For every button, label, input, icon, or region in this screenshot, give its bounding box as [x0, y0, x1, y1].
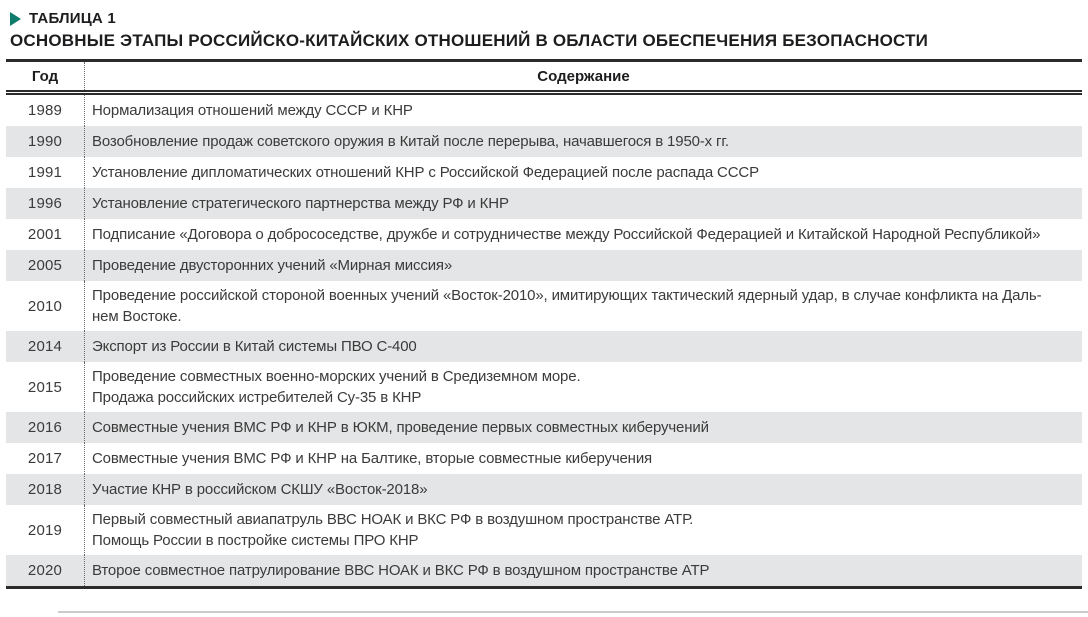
- year-cell: 2018: [27, 481, 63, 498]
- content-cell: [84, 412, 1082, 443]
- content-cell: [84, 443, 1082, 474]
- content-line: Второе совместное патрулирование ВВС НОАК и ВКС РФ в воздушном пространстве АТР: [92, 562, 710, 579]
- table-caption: [10, 10, 1082, 27]
- year-cell: 2015: [27, 378, 63, 396]
- content-cell: [84, 474, 1082, 505]
- year-cell: 1989: [27, 102, 63, 119]
- content-line: Проведение российской стороной военных учений «Восток-2010», имитирующих тактический ядерный удар, в случае конфликта на Даль-: [92, 287, 1042, 304]
- year-cell: 2019: [27, 521, 63, 539]
- table-body: [6, 95, 1082, 586]
- content-line: Возобновление продаж советского оружия в Китай после перерыва, начавшегося в 1950-х гг.: [92, 133, 729, 150]
- content-line: Установление стратегического партнерства между РФ и КНР: [92, 195, 509, 212]
- table-header-row: [6, 62, 1082, 95]
- content-line: Экспорт из России в Китай системы ПВО С-400: [92, 338, 417, 355]
- year-cell: 2014: [27, 338, 63, 355]
- content-cell: [84, 250, 1082, 281]
- table-title: ОСНОВНЫЕ ЭТАПЫ РОССИЙСКО-КИТАЙСКИХ ОТНОШЕНИЙ В ОБЛАСТИ ОБЕСПЕЧЕНИЯ БЕЗОПАСНОСТИ: [10, 31, 929, 50]
- content-cell: [84, 281, 1082, 331]
- year-cell: 2005: [27, 257, 63, 274]
- content-line: нем Востоке.: [92, 308, 182, 325]
- table-row: [6, 331, 1082, 362]
- content-line: Участие КНР в российском СКШУ «Восток-2018»: [92, 481, 428, 498]
- content-cell: [84, 126, 1082, 157]
- table-row: [6, 474, 1082, 505]
- triangle-marker-icon: [10, 12, 21, 26]
- table-row: [6, 281, 1082, 331]
- content-line: Первый совместный авиапатруль ВВС НОАК и ВКС РФ в воздушном пространстве АТР.: [92, 511, 694, 528]
- page-bottom-rule: [58, 611, 1088, 613]
- content-cell: [84, 331, 1082, 362]
- content-cell: [84, 362, 1082, 412]
- column-header-year: Год: [31, 67, 59, 85]
- year-cell: 1991: [27, 164, 63, 181]
- content-cell: [84, 95, 1082, 126]
- year-cell: 2016: [27, 419, 63, 436]
- content-line: Установление дипломатических отношений КНР с Российской Федерацией после распада СССР: [92, 164, 759, 181]
- table-row: [6, 250, 1082, 281]
- content-cell: [84, 555, 1082, 586]
- content-line: Совместные учения ВМС РФ и КНР на Балтике, вторые совместные киберучения: [92, 450, 653, 467]
- column-header-content: Содержание: [84, 62, 1082, 90]
- table-row: [6, 188, 1082, 219]
- content-line: Совместные учения ВМС РФ и КНР в ЮКМ, проведение первых совместных киберучений: [92, 419, 709, 436]
- year-cell: 1990: [27, 133, 63, 150]
- stages-table: [6, 59, 1082, 589]
- year-cell: 2010: [27, 297, 63, 315]
- content-line: Подписание «Договора о добрососедстве, дружбе и сотрудничестве между Российской Федерацией и Китайской Народной Республикой»: [92, 226, 1041, 243]
- content-cell: [84, 219, 1082, 250]
- year-cell: 1996: [27, 195, 63, 212]
- table-row: [6, 219, 1082, 250]
- table-row: [6, 95, 1082, 126]
- content-cell: [84, 188, 1082, 219]
- content-line: Нормализация отношений между СССР и КНР: [92, 102, 413, 119]
- table-row: [6, 505, 1082, 555]
- table-label: ТАБЛИЦА 1: [29, 10, 116, 27]
- content-line: Проведение двусторонних учений «Мирная миссия»: [92, 257, 453, 274]
- content-line: Помощь России в постройке системы ПРО КНР: [92, 532, 419, 549]
- year-cell: 2017: [27, 450, 63, 467]
- content-line: Продажа российских истребителей Су-35 в КНР: [92, 389, 422, 406]
- content-cell: [84, 157, 1082, 188]
- year-cell: 2001: [27, 226, 63, 243]
- table-row: [6, 126, 1082, 157]
- table-row: [6, 443, 1082, 474]
- year-cell: 2020: [27, 562, 63, 579]
- table-row: [6, 362, 1082, 412]
- table-row: [6, 412, 1082, 443]
- content-cell: [84, 505, 1082, 555]
- table-row: [6, 157, 1082, 188]
- table-row: [6, 555, 1082, 586]
- content-line: Проведение совместных военно-морских учений в Средиземном море.: [92, 368, 581, 385]
